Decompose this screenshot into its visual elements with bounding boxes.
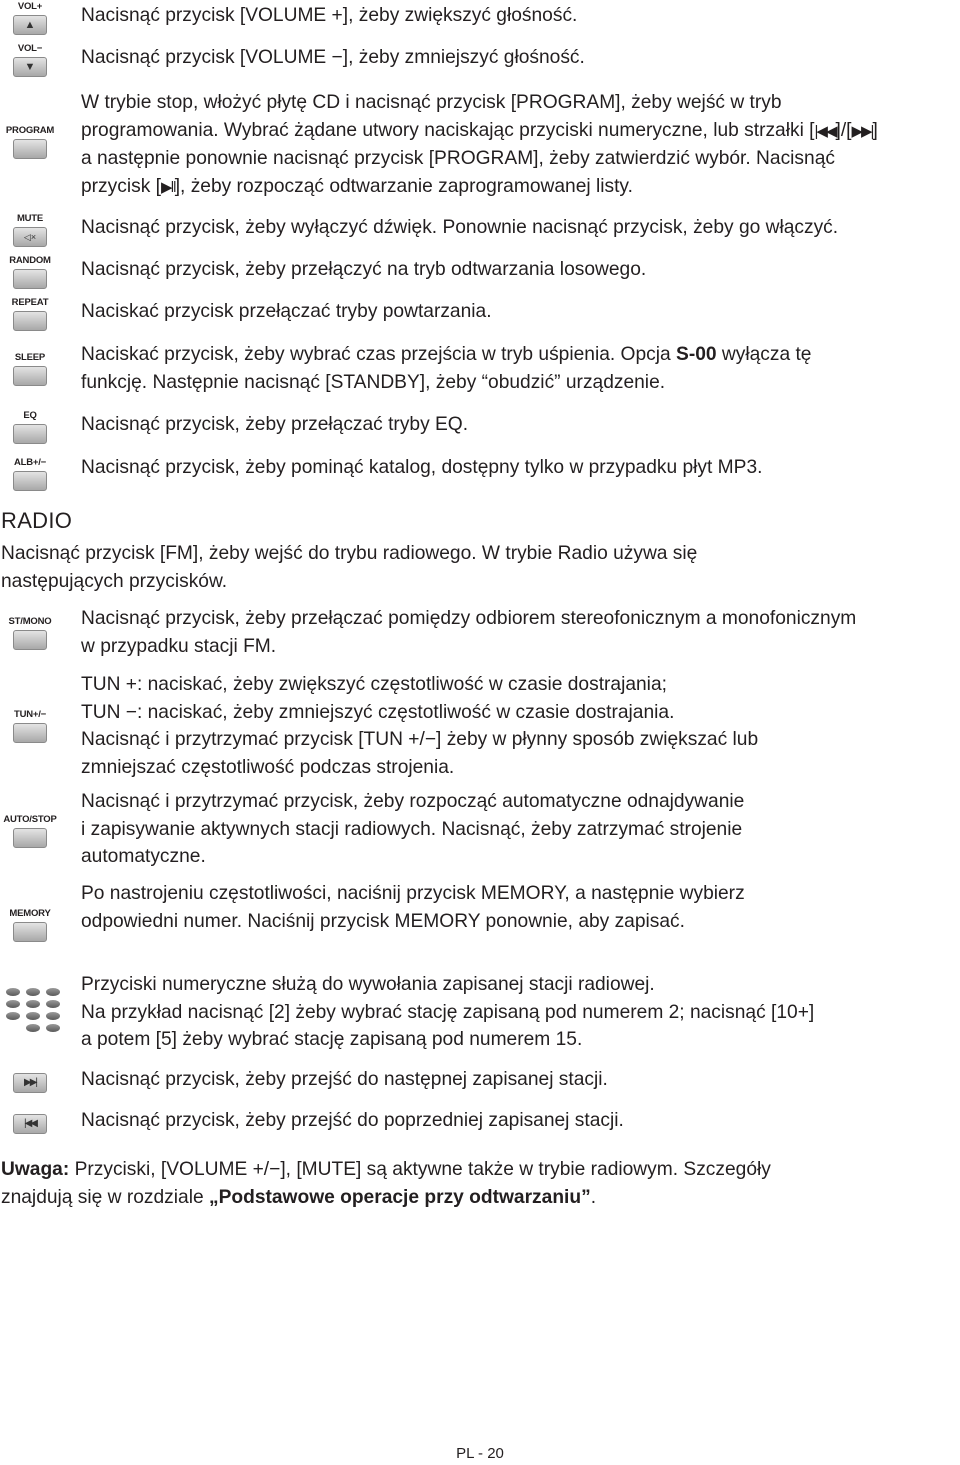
button-label: MEMORY <box>9 908 51 919</box>
mute-key[interactable] <box>13 227 47 247</box>
memory-button[interactable] <box>9 908 51 942</box>
auto-stop-button[interactable] <box>3 814 57 848</box>
tun-description: TUN +: naciskać, żeby zwiększyć częstotliwość w czasie dostrajania; TUN −: naciskać, żeby zmniejszyć częstotliwość w czasie dostrajania. Nacisnąć i przytrzymać przycisk [TUN +/−] żeby w płynny sposób zwiększać lub zmniejszać częstotliwość podczas strojenia. <box>81 674 759 778</box>
repeat-button[interactable] <box>13 297 47 331</box>
alb-button[interactable] <box>13 457 47 491</box>
eq-key[interactable] <box>13 424 47 444</box>
note-label: Uwaga: <box>1 1159 70 1180</box>
auto-stop-key[interactable] <box>13 828 47 848</box>
play-pause-icon: ▶ǁ <box>160 178 175 196</box>
prev-track-icon: |◀◀ <box>814 122 836 140</box>
program-line-2: programowania. Wybrać żądane utwory naciskając przyciski numeryczne, lub strzałki [|◀◀]/[▶▶|] <box>81 119 878 141</box>
note: Uwaga: Przyciski, [VOLUME +/−], [MUTE] są aktywne także w trybie radiowym. Szczegóły znajdują się w rozdziale „Podstawowe operacje przy odtwarzaniu”. <box>1 1159 771 1208</box>
prev-track-icon: |◀◀ <box>24 1118 36 1129</box>
mute-description: Nacisnąć przycisk, żeby wyłączyć dźwięk. Ponownie nacisnąć przycisk, żeby go włączyć. <box>81 217 839 238</box>
memory-key[interactable] <box>13 922 47 942</box>
page-number: PL - 20 <box>456 1445 504 1462</box>
eq-button[interactable] <box>13 410 47 444</box>
alb-key[interactable] <box>13 471 47 491</box>
button-label: AUTO/STOP <box>3 814 57 825</box>
button-label: EQ <box>23 410 37 421</box>
program-key[interactable] <box>13 139 47 159</box>
radio-heading: RADIO <box>1 508 73 533</box>
next-track-icon: ▶▶| <box>24 1077 36 1088</box>
alb-description: Nacisnąć przycisk, żeby pominąć katalog, dostępny tylko w przypadku płyt MP3. <box>81 457 763 478</box>
button-label: RANDOM <box>9 255 51 266</box>
arrow-down-icon: ▼ <box>24 61 36 73</box>
tun-button[interactable] <box>13 709 47 743</box>
vol-down-key[interactable] <box>13 57 47 77</box>
tun-key[interactable] <box>13 723 47 743</box>
speaker-mute-icon: ◁× <box>23 232 37 242</box>
button-label: ALB+/− <box>13 457 47 468</box>
numeric-keypad-icon <box>4 986 60 1036</box>
vol-up-button[interactable] <box>13 1 47 35</box>
arrow-up-icon: ▲ <box>24 19 36 31</box>
next-track-icon: ▶▶| <box>851 122 873 140</box>
repeat-description: Naciskać przycisk przełączać tryby powtarzania. <box>81 301 492 322</box>
radio-intro: Nacisnąć przycisk [FM], żeby wejść do trybu radiowego. W trybie Radio używa się następujących przycisków. <box>1 543 698 592</box>
button-label: TUN+/− <box>13 709 47 720</box>
program-line-4: przycisk [▶ǁ], żeby rozpocząć odtwarzanie zaprogramowanej listy. <box>81 175 633 197</box>
sleep-button[interactable] <box>13 352 47 386</box>
st-mono-description: Nacisnąć przycisk, żeby przełączać pomiędzy odbiorem stereofonicznym a monofonicznym w przypadku stacji FM. <box>81 608 857 657</box>
repeat-key[interactable] <box>13 311 47 331</box>
next-button[interactable] <box>13 1070 47 1093</box>
button-label: VOL+ <box>17 1 43 12</box>
prev-button[interactable] <box>13 1111 47 1134</box>
vol-down-description: Nacisnąć przycisk [VOLUME −], żeby zmniejszyć głośność. <box>81 47 585 68</box>
program-description: W trybie stop, włożyć płytę CD i nacisnąć przycisk [PROGRAM], żeby wejść w tryb programowania. Wybrać żądane utwory naciskając przyciski numeryczne, lub strzałki [|◀◀]/[▶▶|] a następnie ponownie nacisnąć przycisk [PROGRAM], żeby zatwierdzić wybór. Nacisnąć przycisk [▶ǁ], żeby rozpocząć odtwarzanie zaprogramowanej listy. <box>81 89 956 201</box>
button-label: SLEEP <box>14 352 46 363</box>
sleep-off-option: S-00 <box>676 344 717 365</box>
random-button[interactable] <box>9 255 51 289</box>
vol-down-button[interactable] <box>13 43 47 77</box>
vol-up-description: Nacisnąć przycisk [VOLUME +], żeby zwiększyć głośność. <box>81 5 578 26</box>
button-label: VOL− <box>17 43 43 54</box>
sleep-description: Naciskać przycisk, żeby wybrać czas przejścia w tryb uśpienia. Opcja S-00 wyłącza tę funkcję. Następnie nacisnąć [STANDBY], żeby “obudzić” urządzenie. <box>81 344 812 393</box>
st-mono-key[interactable] <box>13 630 47 650</box>
note-reference: „Podstawowe operacje przy odtwarzaniu” <box>208 1186 591 1208</box>
prev-key[interactable] <box>13 1114 47 1134</box>
numeric-description: Przyciski numeryczne służą do wywołania zapisanej stacji radiowej. Na przykład nacisnąć [2] żeby wybrać stację zapisaną pod numerem 2; nacisnąć [10+] a potem [5] żeby wybrać stację zapisaną pod numerem 15. <box>81 974 815 1050</box>
mute-button[interactable] <box>13 213 47 247</box>
button-label: MUTE <box>16 213 44 224</box>
button-label: ST/MONO <box>8 616 52 627</box>
memory-description: Po nastrojeniu częstotliwości, naciśnij przycisk MEMORY, a następnie wybierz odpowiedni numer. Naciśnij przycisk MEMORY ponownie, aby zapisać. <box>81 883 745 932</box>
program-button[interactable] <box>5 125 55 159</box>
prev-description: Nacisnąć przycisk, żeby przejść do poprzedniej zapisanej stacji. <box>81 1110 624 1131</box>
random-description: Nacisnąć przycisk, żeby przełączyć na tryb odtwarzania losowego. <box>81 259 647 280</box>
sleep-key[interactable] <box>13 366 47 386</box>
next-key[interactable] <box>13 1073 47 1093</box>
st-mono-button[interactable] <box>8 616 52 650</box>
auto-stop-description: Nacisnąć i przytrzymać przycisk, żeby rozpocząć automatyczne odnajdywanie i zapisywanie aktywnych stacji radiowych. Nacisnąć, żeby zatrzymać strojenie automatyczne. <box>81 791 745 867</box>
random-key[interactable] <box>13 269 47 289</box>
button-label: PROGRAM <box>5 125 55 136</box>
next-description: Nacisnąć przycisk, żeby przejść do następnej zapisanej stacji. <box>81 1069 608 1090</box>
vol-up-key[interactable] <box>13 15 47 35</box>
button-label: REPEAT <box>11 297 49 308</box>
eq-description: Nacisnąć przycisk, żeby przełączać tryby EQ. <box>81 414 469 435</box>
